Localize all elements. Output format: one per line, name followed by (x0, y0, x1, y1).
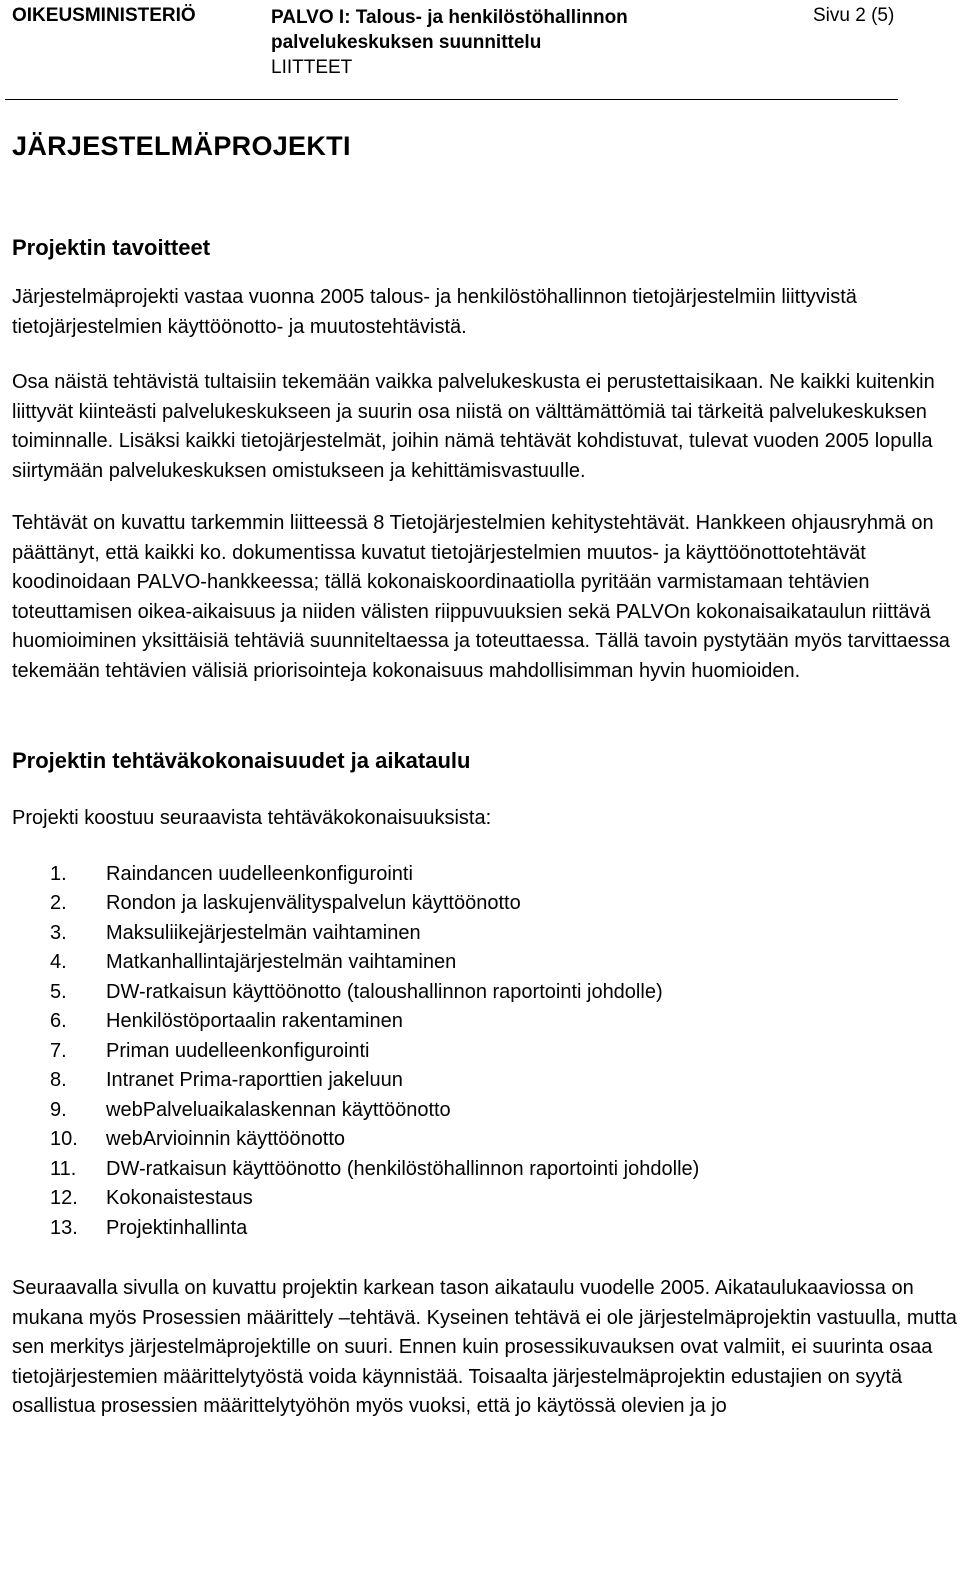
document-header-title (271, 5, 628, 80)
header-title-line-1: PALVO I: Talous- ja henkilöstöhallinnon (271, 7, 628, 28)
list-item-number: 12. (50, 1187, 78, 1209)
section-heading-goals: Projektin tavoitteet (12, 235, 211, 260)
list-item-text: Projektinhallinta (106, 1216, 248, 1239)
list-item (12, 1184, 957, 1214)
list-item (12, 860, 957, 890)
list-item (12, 1007, 957, 1037)
paragraph: Järjestelmäprojekti vastaa vuonna 2005 talous- ja henkilöstöhallinnon tietojärjestelmiin liittyvistä tietojärjestelmien käyttöönotto- ja muutostehtävistä. (12, 286, 857, 338)
list-item (12, 948, 957, 978)
document-title: JÄRJESTELMÄPROJEKTI (12, 131, 351, 161)
list-item-text: webArvioinnin käyttöönotto (106, 1128, 346, 1150)
list-item-text: Raindancen uudelleenkonfigurointi (106, 862, 413, 885)
list-item-text: Matkanhallintajärjestelmän vaihtaminen (106, 951, 457, 973)
list-item (12, 978, 957, 1008)
list-item (12, 1096, 957, 1126)
document-body (12, 128, 957, 1422)
header-title-line-2: palvelukeskuksen suunnittelu (271, 32, 542, 53)
closing-paragraph: Seuraavalla sivulla on kuvattu projektin karkean tason aikataulu vuodelle 2005. Aikataulukaaviossa on mukana myös Prosessien määrittely –tehtävä. Kyseinen tehtävä ei ole järjestelmäprojektin vastuulla, mutta sen merkitys järjestelmäprojektille on suuri. Ennen kuin prosessikuvauksen ovat valmiit, ei suurinta osaa tietojärjestemien määrittelytyöstä voida käynnistää. Toisaalta järjestelmäprojektin edustajien on syytä osallistua prosessien määrittelytyöhön myös vuoksi, että jo käytössä olevien ja jo (12, 1277, 957, 1417)
header-title-line-3: LIITTEET (271, 57, 353, 78)
list-item (12, 1125, 957, 1155)
paragraph: Tehtävät on kuvattu tarkemmin liitteessä 8 Tietojärjestelmien kehitystehtävät. Hankkeen ohjausryhmä on päättänyt, että kaikki ko. dokumentissa kuvatut tietojärjestelmien muutos- ja käyttöönottotehtävät koodinoidaan PALVO-hankkeessa; tällä kokonaiskoordinaatiolla pyritään varmistamaan tehtävien toteuttamisen oikea-aikaisuus ja niiden välisten riippuvuuksien sekä PALVOn kokonaisaikataulun riittävä huomioiminen yksittäisiä tehtäviä suunniteltaessa ja toteuttaessa. Tällä tavoin pystytään myös tarvittaessa tekemään tehtävien välisiä priorisointeja kokonaisuus mahdollisimman hyvin huomioiden. (12, 512, 950, 682)
list-item-number: 6. (50, 1010, 67, 1032)
task-list (12, 860, 957, 1244)
list-item-text: Maksuliikejärjestelmän vaihtaminen (106, 921, 421, 944)
list-item (12, 919, 957, 949)
organization-name: OIKEUSMINISTERIÖ (12, 5, 196, 26)
page-header (0, 0, 960, 90)
list-item-number: 10. (50, 1128, 78, 1150)
list-item-number: 4. (50, 951, 67, 973)
paragraph: Osa näistä tehtävistä tultaisiin tekemään vaikka palvelukeskusta ei perustettaisikaan. Ne kaikki kuitenkin liittyvät kiinteästi palvelukeskukseen ja suurin osa niistä on välttämättömiä tai tärkeitä palvelukeskuksen toiminnalle. Lisäksi kaikki tietojärjestelmät, joihin nämä tehtävät kohdistuvat, tulevat vuoden 2005 lopulla siirtymään palvelukeskuksen omistukseen ja kehittämisvastuulle. (12, 371, 935, 482)
list-item-number: 3. (50, 921, 67, 944)
header-divider (5, 99, 898, 100)
page-number: Sivu 2 (5) (813, 5, 895, 26)
list-item (12, 1155, 957, 1185)
list-item-number: 9. (50, 1098, 67, 1121)
list-item (12, 889, 957, 919)
list-item-text: Henkilöstöportaalin rakentaminen (106, 1010, 403, 1032)
list-item-text: Rondon ja laskujenvälityspalvelun käyttöönotto (106, 892, 521, 914)
list-item-text: DW-ratkaisun käyttöönotto (taloushallinnon raportointi johdolle) (106, 980, 663, 1003)
list-item (12, 1214, 957, 1244)
section-heading-tasks: Projektin tehtäväkokonaisuudet ja aikataulu (12, 748, 471, 773)
list-item-text: Priman uudelleenkonfigurointi (106, 1039, 370, 1062)
list-item-number: 11. (50, 1157, 77, 1180)
list-intro: Projekti koostuu seuraavista tehtäväkokonaisuuksista: (12, 807, 492, 829)
list-item (12, 1037, 957, 1067)
list-item-text: Intranet Prima-raporttien jakeluun (106, 1069, 403, 1091)
list-item-number: 2. (50, 892, 67, 914)
list-item-number: 1. (50, 862, 67, 885)
list-item-text: Kokonaistestaus (106, 1187, 253, 1209)
list-item-number: 7. (50, 1039, 67, 1062)
list-item-number: 8. (50, 1069, 67, 1091)
list-item-number: 5. (50, 980, 67, 1003)
list-item-text: DW-ratkaisun käyttöönotto (henkilöstöhallinnon raportointi johdolle) (106, 1157, 700, 1180)
list-item (12, 1066, 957, 1096)
list-item-text: webPalveluaikalaskennan käyttöönotto (106, 1098, 451, 1121)
list-item-number: 13. (50, 1216, 78, 1239)
